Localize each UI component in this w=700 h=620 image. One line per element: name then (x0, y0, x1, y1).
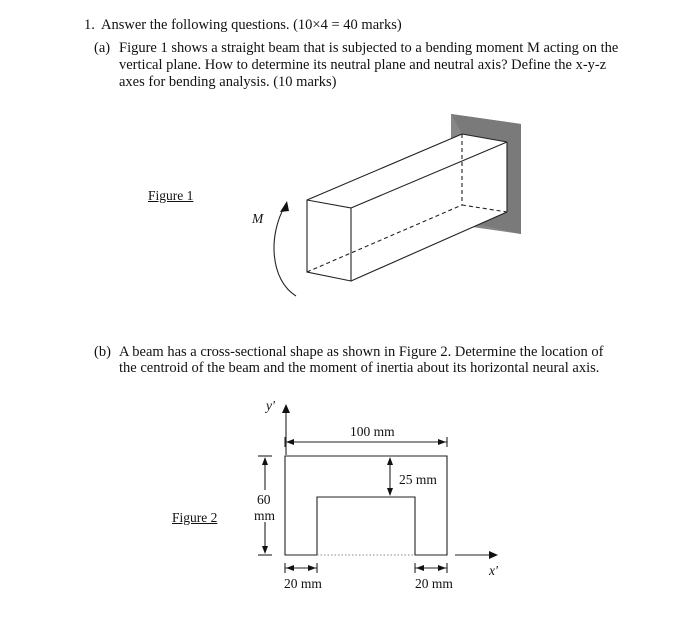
x-axis-label: x' (489, 563, 498, 578)
part-b-line-1: A beam has a cross-sectional shape as shown in Figure 2. Determine the location of (119, 344, 604, 360)
part-a-line-2: vertical plane. How to determine its neutral plane and neutral axis? Define the x-y-z (119, 57, 607, 73)
height-dimension-value: 60 (257, 492, 271, 507)
part-b-line-2: the centroid of the beam and the moment of inertia about its horizontal neural axis. (119, 360, 600, 376)
part-a-line-3: axes for bending analysis. (10 marks) (119, 74, 337, 90)
moment-label: M (252, 211, 264, 226)
y-axis-label: y' (266, 398, 275, 413)
u-section-outline (285, 456, 447, 555)
height-dimension-unit: mm (254, 508, 276, 523)
left-leg-dimension: 20 mm (284, 576, 322, 591)
question-heading: Answer the following questions. (10×4 = 40 marks) (101, 17, 402, 33)
width-dimension: 100 mm (350, 424, 395, 439)
right-leg-dimension: 20 mm (415, 576, 453, 591)
part-a-label: (a) (94, 40, 111, 56)
flange-dimension: 25 mm (399, 472, 437, 487)
question-number: 1. (84, 17, 95, 33)
figure-2-label: Figure 2 (172, 510, 218, 525)
figure-1-label: Figure 1 (148, 188, 194, 203)
part-b-label: (b) (94, 344, 111, 360)
part-a-line-1: Figure 1 shows a straight beam that is subjected to a bending moment M acting on the (119, 40, 619, 56)
